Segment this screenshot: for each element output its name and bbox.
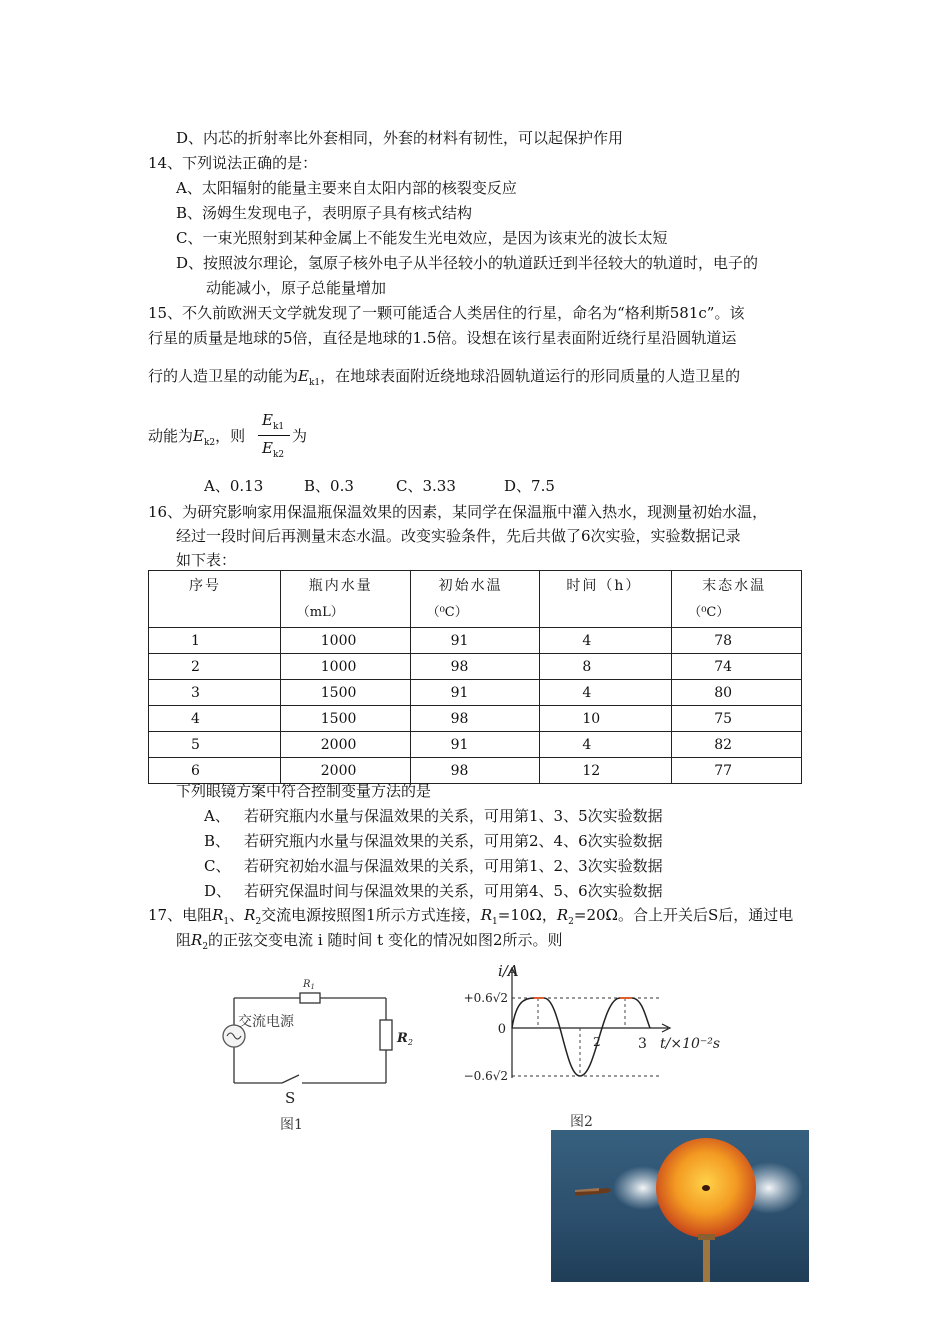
q14-option-a: A、太阳辐射的能量主要来自太阳内部的核裂变反应 [176,179,517,197]
switch-s [282,1075,299,1083]
bullet-apple-photo [551,1130,809,1282]
ek-fraction: $E_{k1}$ $E_{k2}$ [258,412,290,458]
q15-option-c: C、3.33 [396,477,456,495]
q14-option-b: B、汤姆生发现电子，表明原子具有核式结构 [176,204,473,222]
q17-line1: 17、电阻$R_1$、$R_2$交流电源按照图1所示方式连接，$R_1=10\Omega$，$R_2=20\Omega$。合上开关后S后，通过电 [148,906,794,927]
header-cell: 初始水温 （⁰C） [410,571,540,628]
q14-stem: 14、下列说法正确的是： [148,154,318,172]
r2-label: $R_2$ [397,1031,413,1047]
q14-option-d-line2: 动能减小，原子总能量增加 [206,279,387,297]
current-graph [420,958,750,1140]
circuit-diagram [200,970,420,1140]
q15-option-d: D、7.5 [504,477,555,495]
origin-label: 0 [497,1022,506,1037]
q16-question: 下列眼镜方案中符合控制变量方法的是 [176,782,432,800]
q15-line3: 行的人造卫星的动能为$E_{k1}$，在地球表面附近绕地球沿圆轨道运行的形同质量的人造卫星的 [148,367,741,388]
q16-option-c: C、 若研究初始水温与保温效果的关系，可用第1、2、3次实验数据 [204,857,663,875]
table-header-row [149,571,802,628]
table-row: 3 1500 91 4 80 [149,680,802,706]
q15-options [204,476,555,496]
fig2-caption: 图2 [570,1114,593,1130]
q14-option-d-line1: D、按照波尔理论，氢原子核外电子从半径较小的轨道跃迁到半径较大的轨道时，电子的 [176,254,759,272]
q16-option-a: A、 若研究瓶内水量与保温效果的关系，可用第1、3、5次实验数据 [204,807,663,825]
switch-label: S [285,1089,296,1107]
r1-label: $R_1$ [303,979,315,991]
q16-line2: 经过一段时间后再测量末态水温。改变实验条件，先后共做了6次实验，实验数据记录 [176,527,741,545]
table-row: 4 1500 98 10 75 [149,706,802,732]
table-row: 6 2000 98 12 77 [149,758,802,784]
y-axis-label: i/A [498,962,519,980]
fig1-caption: 图1 [280,1117,303,1133]
q15-option-b: B、0.3 [304,477,354,495]
apple-core [702,1185,710,1191]
q15-line4: 动能为$E_{k2}$，则 [148,427,246,448]
q14-option-c: C、一束光照射到某种金属上不能发生光电效应，是因为该束光的波长太短 [176,229,668,247]
q15-option-a: A、0.13 [204,477,264,495]
table-row: 1 1000 91 4 78 [149,628,802,654]
source-label: 交流电源 [238,1014,294,1030]
header-cell: 末态水温 （⁰C） [672,571,802,628]
q16-line3: 如下表： [176,551,237,569]
q17-line2: 阻$R_2$的正弦交变电流 i 随时间 t 变化的情况如图2所示。则 [176,931,563,952]
header-cell: 序号 [149,571,281,628]
q15-line4-tail: 为 [292,427,308,445]
header-cell: 时间（h） [540,571,672,628]
x-tick-3: 3 [638,1036,647,1052]
ek1-symbol: E [298,367,309,385]
header-cell: 瓶内水量 （mL） [280,571,410,628]
experiment-table [148,570,802,784]
current-curve [512,998,650,1076]
q15-line2: 行星的质量是地球的5倍，直径是地球的1.5倍。设想在该行星表面附近绕行星沿圆轨道运 [148,329,737,347]
resistor-r2 [380,1020,392,1050]
table-row: 5 2000 91 4 82 [149,732,802,758]
resistor-r1 [300,993,320,1003]
y-max-label: +0.6√2 [463,991,508,1005]
q16-option-d: D、 若研究保温时间与保温效果的关系，可用第4、5、6次实验数据 [204,882,663,900]
q16-line1: 16、为研究影响家用保温瓶保温效果的因素，某同学在保温瓶中灌入热水，现测量初始水温， [148,503,768,521]
y-min-label: −0.6√2 [463,1069,508,1083]
q13-option-d: D、内芯的折射率比外套相同，外套的材料有韧性，可以起保护作用 [176,129,624,147]
table-row: 2 1000 98 8 74 [149,654,802,680]
x-tick-2: 2 [593,1035,601,1049]
x-axis-label: t/×10⁻²s [660,1036,721,1052]
q15-line1: 15、不久前欧洲天文学就发现了一颗可能适合人类居住的行星，命名为“格利斯581c”。该 [148,304,745,322]
ek2-symbol: E [193,427,204,445]
q16-option-b: B、 若研究瓶内水量与保温效果的关系，可用第2、4、6次实验数据 [204,832,663,850]
stand [703,1236,710,1282]
